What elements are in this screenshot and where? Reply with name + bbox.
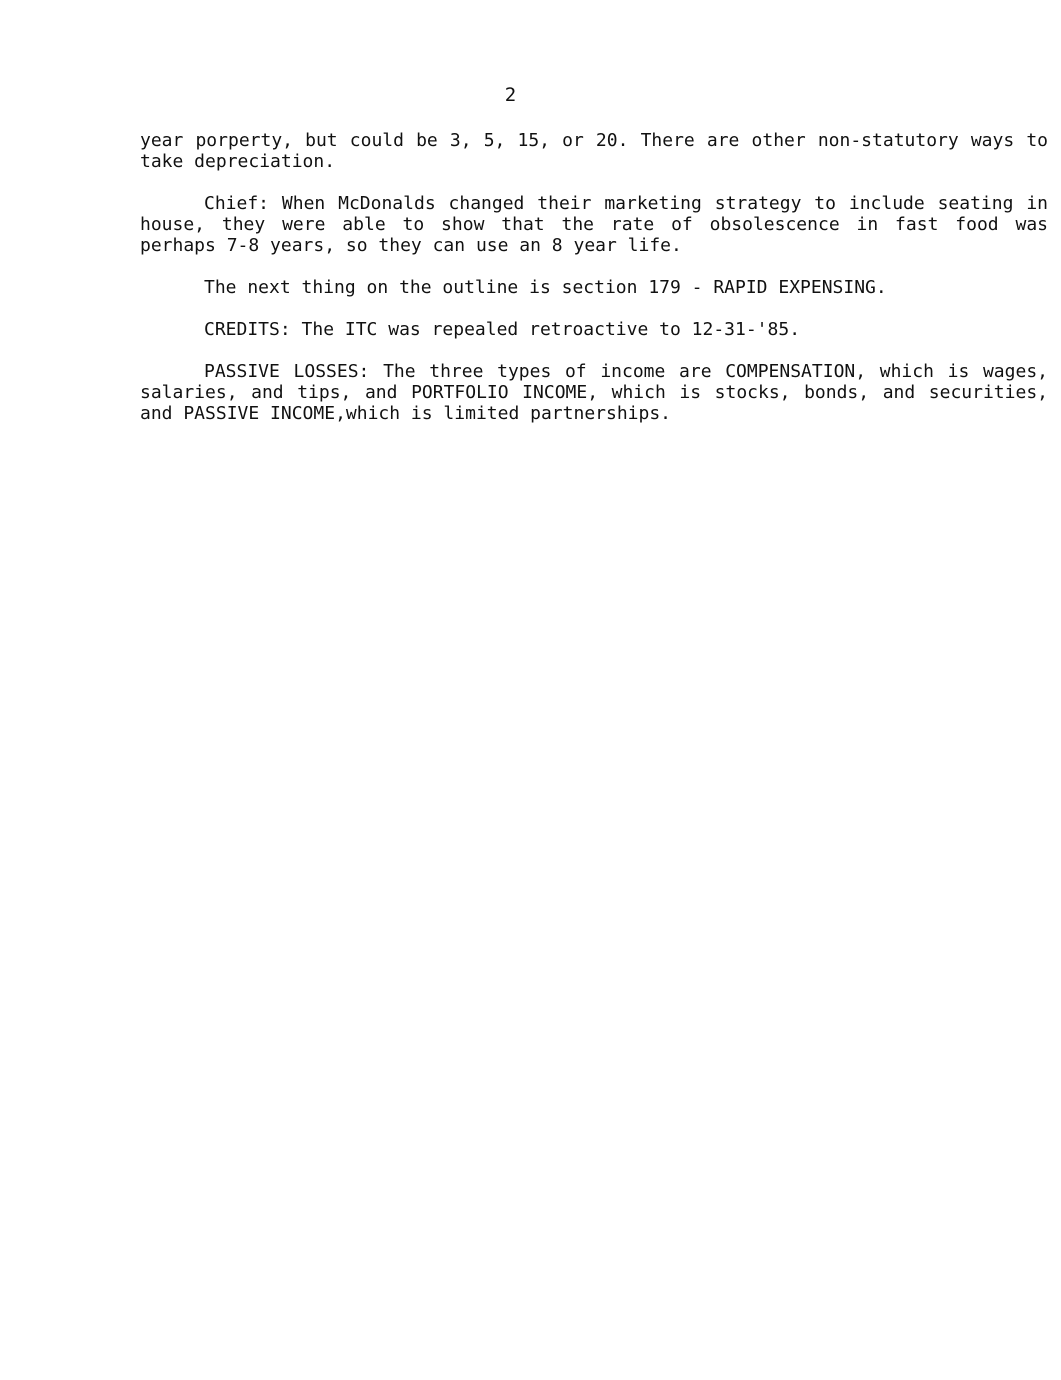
paragraph-section-179: The next thing on the outline is section 179 - RAPID EXPENSING. [204, 277, 887, 298]
paragraph-chief-mcdonalds: Chief: When McDonalds changed their marketing strategy to include seating in house, they were able to show that the rate of obsolescence in fast food was perhaps 7-8 years, so they can use an 8 year life. [140, 193, 1048, 256]
paragraph-depreciation: year porperty, but could be 3, 5, 15, or 20. There are other non-statutory ways to take depreciation. [140, 130, 1048, 172]
paragraph-passive-losses: PASSIVE LOSSES: The three types of income are COMPENSATION, which is wages, salaries, and tips, and PORTFOLIO INCOME, which is stocks, bonds, and securities, and PASSIVE INCOME,which is limited partnerships. [140, 361, 1048, 424]
paragraph-credits: CREDITS: The ITC was repealed retroactive to 12-31-'85. [204, 319, 801, 340]
document-page [140, 84, 1048, 445]
page-number: 2 [504, 84, 517, 106]
